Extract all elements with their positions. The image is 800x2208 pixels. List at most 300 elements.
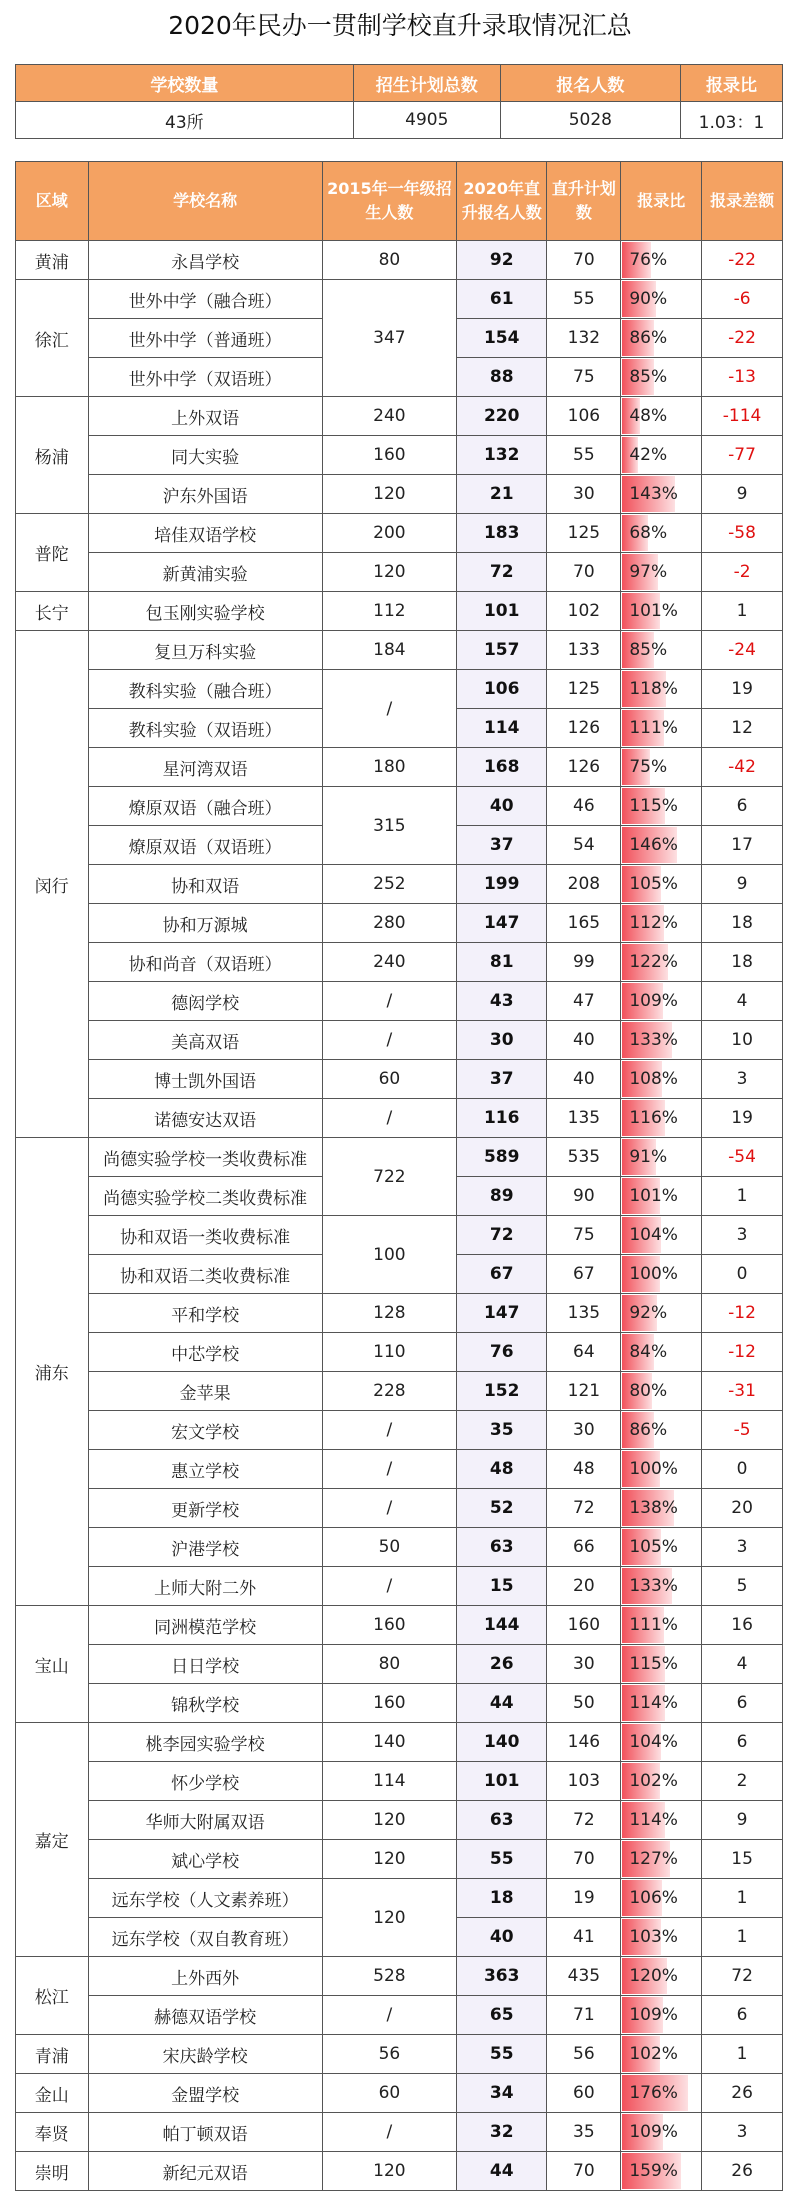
diff-cell: 0 [702,1450,783,1489]
enroll-2015-cell: 528 [322,1957,456,1996]
school-name-cell: 日日学校 [88,1645,322,1684]
enroll-2015-cell: 100 [322,1216,456,1294]
ratio-text: 114% [629,1810,678,1830]
ratio-cell [621,1801,702,1840]
school-name-cell: 教科实验（融合班） [88,670,322,709]
diff-cell: 4 [702,982,783,1021]
school-name-cell: 燎原双语（双语班） [88,826,322,865]
diff-cell: -13 [702,358,783,397]
applicants-2020-cell: 132 [457,436,547,475]
table-row [16,1099,783,1138]
enroll-2015-cell: / [322,1099,456,1138]
school-name-cell: 包玉刚实验学校 [88,592,322,631]
ratio-text: 102% [629,2044,678,2064]
plan-cell: 67 [547,1255,621,1294]
ratio-cell [621,436,702,475]
table-row [16,1567,783,1606]
enroll-2015-cell: 180 [322,748,456,787]
school-name-cell: 世外中学（融合班） [88,280,322,319]
enroll-2015-cell: 60 [322,2074,456,2113]
school-name-cell: 协和双语 [88,865,322,904]
school-name-cell: 沪港学校 [88,1528,322,1567]
plan-cell: 70 [547,1840,621,1879]
applicants-2020-cell: 88 [457,358,547,397]
plan-cell: 64 [547,1333,621,1372]
applicants-2020-cell: 63 [457,1528,547,1567]
enroll-2015-cell: 120 [322,2152,456,2191]
enroll-2015-cell: / [322,1489,456,1528]
table-row [16,1606,783,1645]
diff-cell: 3 [702,1528,783,1567]
plan-cell: 102 [547,592,621,631]
ratio-text: 68% [629,523,668,543]
ratio-cell [621,631,702,670]
enroll-2015-cell: 50 [322,1528,456,1567]
applicants-2020-cell: 37 [457,1060,547,1099]
school-name-cell: 燎原双语（融合班） [88,787,322,826]
ratio-cell [621,2152,702,2191]
diff-cell: 5 [702,1567,783,1606]
table-row [16,2113,783,2152]
ratio-cell [621,1021,702,1060]
applicants-2020-cell: 44 [457,1684,547,1723]
table-row [16,982,783,1021]
plan-cell: 19 [547,1879,621,1918]
table-row [16,1801,783,1840]
enroll-2015-cell: 252 [322,865,456,904]
diff-cell: 9 [702,475,783,514]
region-cell: 杨浦 [16,397,89,514]
ratio-cell [621,1294,702,1333]
applicants-2020-cell: 55 [457,2035,547,2074]
school-name-cell: 协和双语二类收费标准 [88,1255,322,1294]
school-name-cell: 桃李园实验学校 [88,1723,322,1762]
plan-cell: 99 [547,943,621,982]
ratio-cell [621,1918,702,1957]
ratio-text: 106% [629,1888,678,1908]
ratio-cell [621,1138,702,1177]
ratio-cell [621,280,702,319]
school-name-cell: 斌心学校 [88,1840,322,1879]
ratio-text: 84% [629,1342,668,1362]
applicants-2020-cell: 199 [457,865,547,904]
ratio-cell [621,1996,702,2035]
table-row [16,1333,783,1372]
school-name-cell: 上外双语 [88,397,322,436]
applicants-2020-cell: 26 [457,1645,547,1684]
applicants-2020-cell: 43 [457,982,547,1021]
ratio-cell [621,1489,702,1528]
table-row [16,1645,783,1684]
table-row [16,1450,783,1489]
ratio-text: 116% [629,1108,678,1128]
diff-cell: -12 [702,1294,783,1333]
ratio-cell [621,553,702,592]
applicants-2020-cell: 48 [457,1450,547,1489]
plan-cell: 35 [547,2113,621,2152]
diff-cell: 16 [702,1606,783,1645]
summary-school-count: 43所 [16,102,354,139]
table-row [16,1216,783,1255]
school-name-cell: 赫德双语学校 [88,1996,322,2035]
ratio-text: 85% [629,367,668,387]
ratio-text: 115% [629,1654,678,1674]
ratio-cell [621,1411,702,1450]
enroll-2015-cell: 347 [322,280,456,397]
table-row [16,2035,783,2074]
school-name-cell: 美高双语 [88,1021,322,1060]
diff-cell: 3 [702,2113,783,2152]
region-cell: 闵行 [16,631,89,1138]
ratio-text: 109% [629,2005,678,2025]
ratio-text: 92% [629,1303,668,1323]
diff-cell: 17 [702,826,783,865]
ratio-cell [621,358,702,397]
ratio-text: 111% [629,718,678,738]
enroll-2015-cell: / [322,982,456,1021]
school-name-cell: 平和学校 [88,1294,322,1333]
table-row [16,1879,783,1918]
table-row [16,592,783,631]
table-row [16,1060,783,1099]
diff-cell: 1 [702,1879,783,1918]
plan-cell: 125 [547,670,621,709]
table-row [16,1138,783,1177]
ratio-cell [621,319,702,358]
ratio-text: 76% [629,250,668,270]
ratio-text: 109% [629,991,678,1011]
diff-cell: -6 [702,280,783,319]
school-name-cell: 远东学校（双自教育班） [88,1918,322,1957]
school-name-cell: 永昌学校 [88,241,322,280]
diff-cell: 0 [702,1255,783,1294]
table-row [16,1723,783,1762]
plan-cell: 56 [547,2035,621,2074]
applicants-2020-cell: 106 [457,670,547,709]
enroll-2015-cell: 228 [322,1372,456,1411]
ratio-cell [621,1177,702,1216]
diff-cell: -114 [702,397,783,436]
ratio-cell [621,397,702,436]
enroll-2015-cell: 240 [322,397,456,436]
plan-cell: 75 [547,1216,621,1255]
diff-cell: 6 [702,787,783,826]
applicants-2020-cell: 55 [457,1840,547,1879]
enroll-2015-cell: 184 [322,631,456,670]
enroll-2015-cell: 120 [322,553,456,592]
ratio-text: 133% [629,1576,678,1596]
applicants-2020-cell: 72 [457,1216,547,1255]
applicants-2020-cell: 81 [457,943,547,982]
applicants-2020-cell: 92 [457,241,547,280]
diff-cell: 10 [702,1021,783,1060]
ratio-cell [621,1840,702,1879]
diff-cell: 20 [702,1489,783,1528]
table-row [16,553,783,592]
ratio-cell [621,2113,702,2152]
plan-cell: 160 [547,1606,621,1645]
ratio-cell [621,1060,702,1099]
ratio-text: 48% [629,406,668,426]
enroll-2015-cell: 200 [322,514,456,553]
diff-cell: 6 [702,1996,783,2035]
school-name-cell: 新黄浦实验 [88,553,322,592]
school-name-cell: 惠立学校 [88,1450,322,1489]
plan-cell: 135 [547,1099,621,1138]
plan-cell: 50 [547,1684,621,1723]
plan-cell: 70 [547,2152,621,2191]
plan-cell: 146 [547,1723,621,1762]
ratio-cell [621,1567,702,1606]
applicants-2020-cell: 21 [457,475,547,514]
school-name-cell: 怀少学校 [88,1762,322,1801]
applicants-2020-cell: 63 [457,1801,547,1840]
diff-cell: -5 [702,1411,783,1450]
table-row [16,865,783,904]
school-name-cell: 教科实验（双语班） [88,709,322,748]
applicants-2020-cell: 35 [457,1411,547,1450]
table-body [16,241,783,2191]
plan-cell: 72 [547,1489,621,1528]
diff-cell: 3 [702,1216,783,1255]
diff-cell: -24 [702,631,783,670]
applicants-2020-cell: 147 [457,1294,547,1333]
header-plan: 直升计划数 [547,162,621,241]
ratio-text: 109% [629,2122,678,2142]
ratio-text: 75% [629,757,668,777]
diff-cell: 4 [702,1645,783,1684]
ratio-cell [621,2074,702,2113]
diff-cell: 1 [702,1177,783,1216]
ratio-text: 146% [629,835,678,855]
region-cell: 金山 [16,2074,89,2113]
plan-cell: 132 [547,319,621,358]
plan-cell: 55 [547,436,621,475]
school-name-cell: 上师大附二外 [88,1567,322,1606]
plan-cell: 30 [547,1411,621,1450]
ratio-cell [621,241,702,280]
school-name-cell: 金苹果 [88,1372,322,1411]
diff-cell: 12 [702,709,783,748]
applicants-2020-cell: 40 [457,787,547,826]
plan-cell: 103 [547,1762,621,1801]
school-name-cell: 沪东外国语 [88,475,322,514]
ratio-text: 91% [629,1147,668,1167]
plan-cell: 435 [547,1957,621,1996]
ratio-text: 86% [629,328,668,348]
enroll-2015-cell: 140 [322,1723,456,1762]
table-row [16,670,783,709]
region-cell: 宝山 [16,1606,89,1723]
ratio-cell [621,1879,702,1918]
diff-cell: -54 [702,1138,783,1177]
table-row [16,631,783,670]
ratio-text: 133% [629,1030,678,1050]
enroll-2015-cell: 114 [322,1762,456,1801]
ratio-text: 112% [629,913,678,933]
region-cell: 徐汇 [16,280,89,397]
enroll-2015-cell: 120 [322,475,456,514]
summary-applicants: 5028 [500,102,680,139]
applicants-2020-cell: 140 [457,1723,547,1762]
enroll-2015-cell: 240 [322,943,456,982]
enroll-2015-cell: / [322,1450,456,1489]
page-title: 2020年民办一贯制学校直升录取情况汇总 [168,11,632,40]
ratio-text: 101% [629,601,678,621]
ratio-cell [621,1450,702,1489]
ratio-text: 120% [629,1966,678,1986]
enroll-2015-cell: 120 [322,1840,456,1879]
ratio-cell [621,1645,702,1684]
enroll-2015-cell: / [322,670,456,748]
summary-header-ratio: 报录比 [680,65,782,102]
plan-cell: 90 [547,1177,621,1216]
school-name-cell: 协和万源城 [88,904,322,943]
plan-cell: 165 [547,904,621,943]
applicants-2020-cell: 32 [457,2113,547,2152]
school-name-cell: 德闳学校 [88,982,322,1021]
region-cell: 黄浦 [16,241,89,280]
ratio-cell [621,1723,702,1762]
applicants-2020-cell: 44 [457,2152,547,2191]
plan-cell: 75 [547,358,621,397]
ratio-text: 100% [629,1459,678,1479]
applicants-2020-cell: 30 [457,1021,547,1060]
summary-header-applicants: 报名人数 [500,65,680,102]
diff-cell: 72 [702,1957,783,1996]
school-name-cell: 新纪元双语 [88,2152,322,2191]
applicants-2020-cell: 154 [457,319,547,358]
plan-cell: 133 [547,631,621,670]
ratio-cell [621,514,702,553]
ratio-text: 176% [629,2083,678,2103]
ratio-cell [621,1606,702,1645]
table-row [16,241,783,280]
applicants-2020-cell: 363 [457,1957,547,1996]
plan-cell: 72 [547,1801,621,1840]
diff-cell: 26 [702,2152,783,2191]
region-cell: 浦东 [16,1138,89,1606]
enroll-2015-cell: / [322,1021,456,1060]
diff-cell: 1 [702,592,783,631]
diff-cell: -42 [702,748,783,787]
applicants-2020-cell: 152 [457,1372,547,1411]
plan-cell: 70 [547,553,621,592]
ratio-text: 115% [629,796,678,816]
ratio-cell [621,943,702,982]
table-row [16,1840,783,1879]
school-name-cell: 同大实验 [88,436,322,475]
ratio-cell [621,787,702,826]
table-row [16,1411,783,1450]
plan-cell: 30 [547,475,621,514]
ratio-cell [621,1372,702,1411]
region-cell: 普陀 [16,514,89,592]
diff-cell: 1 [702,2035,783,2074]
ratio-text: 104% [629,1225,678,1245]
school-name-cell: 星河湾双语 [88,748,322,787]
enroll-2015-cell: / [322,1996,456,2035]
table-header-row [16,162,783,241]
plan-cell: 46 [547,787,621,826]
diff-cell: 6 [702,1684,783,1723]
diff-cell: -12 [702,1333,783,1372]
enroll-2015-cell: 722 [322,1138,456,1216]
school-name-cell: 复旦万科实验 [88,631,322,670]
applicants-2020-cell: 61 [457,280,547,319]
summary-table [15,64,783,139]
ratio-text: 97% [629,562,668,582]
diff-cell: 6 [702,1723,783,1762]
summary-header-row [16,65,783,102]
table-row [16,1021,783,1060]
table-row [16,1762,783,1801]
diff-cell: -31 [702,1372,783,1411]
applicants-2020-cell: 72 [457,553,547,592]
diff-cell: 1 [702,1918,783,1957]
diff-cell: 26 [702,2074,783,2113]
ratio-text: 42% [629,445,668,465]
plan-cell: 30 [547,1645,621,1684]
ratio-text: 122% [629,952,678,972]
plan-cell: 535 [547,1138,621,1177]
region-cell: 长宁 [16,592,89,631]
table-row [16,1489,783,1528]
enroll-2015-cell: 120 [322,1801,456,1840]
table-row [16,436,783,475]
school-name-cell: 金盟学校 [88,2074,322,2113]
ratio-cell [621,592,702,631]
applicants-2020-cell: 220 [457,397,547,436]
ratio-cell [621,1957,702,1996]
ratio-text: 118% [629,679,678,699]
plan-cell: 121 [547,1372,621,1411]
ratio-text: 127% [629,1849,678,1869]
table-row [16,1684,783,1723]
school-name-cell: 博士凯外国语 [88,1060,322,1099]
plan-cell: 47 [547,982,621,1021]
enroll-2015-cell: 128 [322,1294,456,1333]
table-row [16,280,783,319]
applicants-2020-cell: 37 [457,826,547,865]
plan-cell: 60 [547,2074,621,2113]
school-name-cell: 培佳双语学校 [88,514,322,553]
ratio-text: 102% [629,1771,678,1791]
plan-cell: 70 [547,241,621,280]
applicants-2020-cell: 18 [457,1879,547,1918]
applicants-2020-cell: 168 [457,748,547,787]
enroll-2015-cell: 80 [322,241,456,280]
ratio-cell [621,1255,702,1294]
plan-cell: 71 [547,1996,621,2035]
region-cell: 青浦 [16,2035,89,2074]
enroll-2015-cell: 60 [322,1060,456,1099]
diff-cell: 15 [702,1840,783,1879]
header-diff: 报录差额 [702,162,783,241]
ratio-cell [621,670,702,709]
ratio-cell [621,2035,702,2074]
diff-cell: 9 [702,1801,783,1840]
table-row [16,787,783,826]
ratio-text: 103% [629,1927,678,1947]
diff-cell: -58 [702,514,783,553]
school-name-cell: 更新学校 [88,1489,322,1528]
ratio-cell [621,1762,702,1801]
school-name-cell: 尚德实验学校一类收费标准 [88,1138,322,1177]
school-name-cell: 世外中学（普通班） [88,319,322,358]
applicants-2020-cell: 589 [457,1138,547,1177]
table-row [16,514,783,553]
